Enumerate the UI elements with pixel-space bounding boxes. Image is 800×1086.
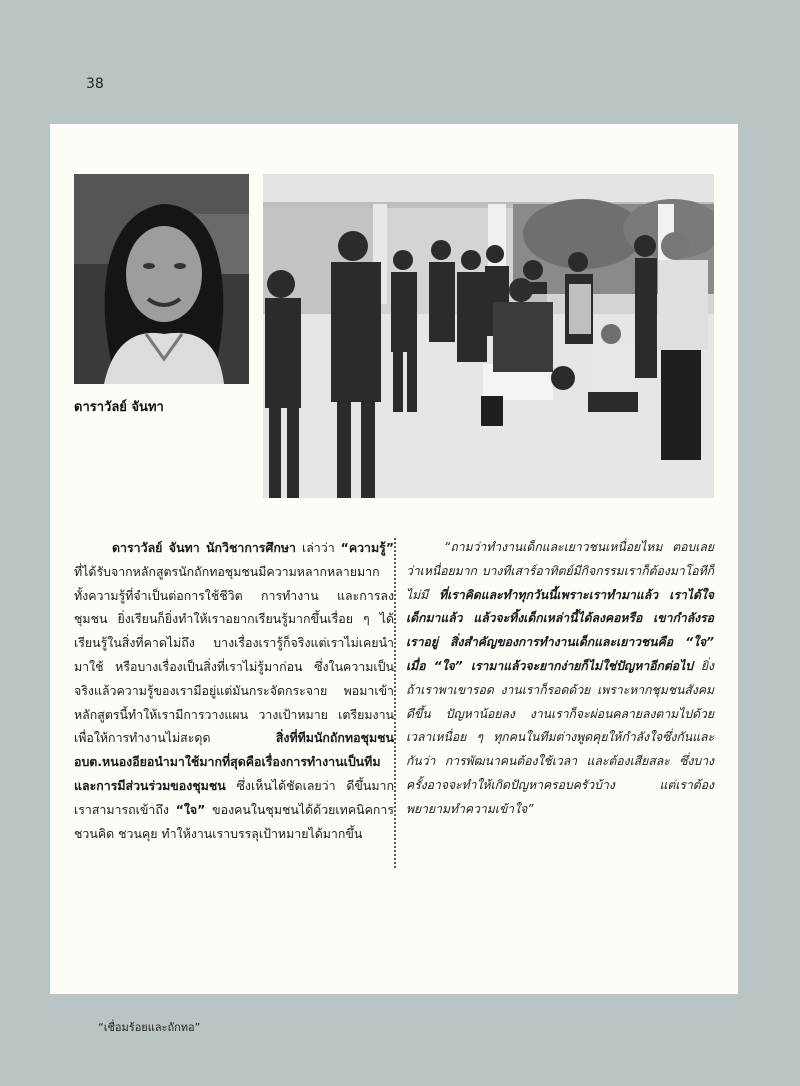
left-column-text [74, 536, 394, 845]
group-activity-photo [263, 174, 714, 498]
page-number: 38 [86, 76, 104, 92]
speaker-name: ดาราวัลย์ จันทา นักวิชาการศึกษา [112, 540, 296, 555]
portrait-caption: ดาราวัลย์ จันทา [74, 400, 164, 415]
footer-title: “เชื่อมร้อยและถักทอ” [98, 1021, 201, 1034]
quote-paragraph: “ถามว่าทำงานเด็กและเยาวชนเหนื่อยไหม ตอบเลยว่าเหนื่อยมาก บางทีเสาร์อาทิตย์มีกิจกรรมเราก็ต้องมาโอทีก็ไม่มี ที่เราคิดและทำทุกวันนี้เพราะเราทำมาแล้ว เราได้ใจเด็กมาแล้ว แล้วจะทิ้งเด็กเหล่านี้ได้ลงคอหรือ เขากำลังรอเราอยู่ สิ่งสำคัญของการทำงานเด็กและเยาวชนคือ “ใจ” เมื่อ “ใจ” เรามาแล้วจะยากง่ายก็ไม่ใช่ปัญหาอีกต่อไป ยิ่งถ้าเราพาเขารอด งานเราก็รอดด้วย เพราะหากชุมชนสังคมดีขึ้น ปัญหาน้อยลง งานเราก็จะผ่อนคลายลงตามไปด้วย เวลาเหนื่อย ๆ ทุกคนในทีมต่างพูดคุยให้กำลังใจซึ่งกันและกันว่า การพัฒนาคนต้องใช้เวลา และต้องเสียสละ ซึ่งบางครั้งอาจจะทำให้เกิดปัญหาครอบครัวบ้าง แต่เราต้องพยายามทำความเข้าใจ” [406, 540, 715, 816]
left-paragraph: ดาราวัลย์ จันทา นักวิชาการศึกษา เล่าว่า “ความรู้” ที่ได้รับจากหลักสูตรนักถักทอชุมชนมีความหลากหลายมาก ทั้งความรู้ที่จำเป็นต่อการใช้ชีวิต การทำงาน และการลงชุมชน ยิ่งเรียนก็ยิ่งทำให้เราอยากเรียนรู้มากขึ้นเรื่อย ๆ ได้เรียนรู้ในสิ่งที่คาดไม่ถึง บางเรื่องเรารู้ก็จริงแต่เราไม่เคยนำมาใช้ หรือบางเรื่องเป็นสิ่งที่เราไม่รู้มาก่อน ซึ่งในความเป็นจริงแล้วความรู้ของเรามีอยู่แต่มันกระจัดกระจาย พอมาเข้าหลักสูตรนี้ทำให้เรามีการวางแผน วางเป้าหมาย เตรียมงานเพื่อให้การทำงานไม่สะดุด สิ่งที่ทีมนักถักทอชุมชน อบต.หนองอียอนำมาใช้มากที่สุดคือเรื่องการทำงานเป็นทีม และการมีส่วนร่วมของชุมชน ซึ่งเห็นได้ชัดเลยว่า ดีขึ้นมาก เราสามารถเข้าถึง “ใจ” ของคนในชุมชนได้ด้วยเทคนิคการชวนคิด ชวนคุย ทำให้งานเราบรรลุเป้าหมายได้มากขึ้น [74, 540, 394, 841]
page-card [50, 124, 738, 994]
portrait-photo [74, 174, 249, 384]
right-column-quote [406, 536, 714, 822]
column-divider [394, 538, 396, 868]
